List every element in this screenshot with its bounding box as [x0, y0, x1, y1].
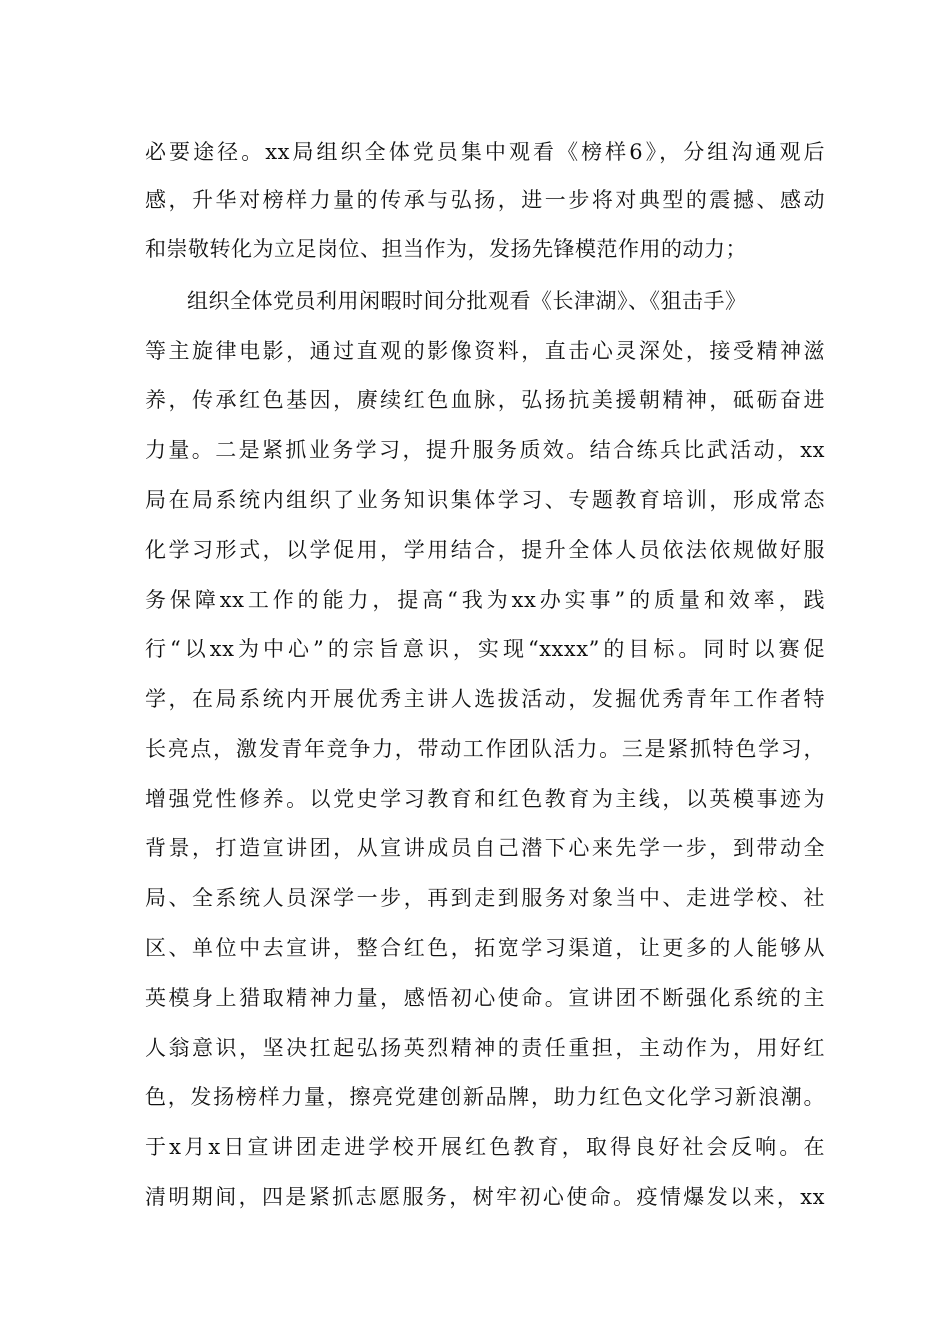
text-line-21: 于x月x日宣讲团走进学校开展红色教育，取得良好社会反响。在	[145, 1135, 825, 1159]
text-line-17: 区、单位中去宣讲，整合红色，拓宽学习渠道，让更多的人能够从	[145, 936, 825, 960]
text-line-13: 长亮点，激发青年竞争力，带动工作团队活力。三是紧抓特色学习，	[145, 737, 825, 761]
text-line-3: 和崇敬转化为立足岗位、担当作为，发扬先锋模范作用的动力；	[145, 237, 747, 261]
text-line-15: 背景，打造宣讲团，从宣讲成员自己潜下心来先学一步，到带动全	[145, 836, 825, 860]
text-line-19: 人翁意识，坚决扛起弘扬英烈精神的责任重担，主动作为，用好红	[145, 1036, 825, 1060]
text-line-9: 化学习形式，以学促用，学用结合，提升全体人员依法依规做好服	[145, 538, 825, 562]
text-line-1: 必要途径。xx局组织全体党员集中观看《榜样6》，分组沟通观后	[145, 140, 825, 164]
text-line-20: 色，发扬榜样力量，擦亮党建创新品牌，助力红色文化学习新浪潮。	[145, 1085, 825, 1109]
text-line-4: 组织全体党员利用闲暇时间分批观看《长津湖》、《狙击手》	[187, 289, 747, 313]
text-line-8: 局在局系统内组织了业务知识集体学习、专题教育培训，形成常态	[145, 488, 825, 512]
text-line-11: 行“以xx为中心”的宗旨意识，实现“xxxx”的目标。同时以赛促	[145, 637, 825, 661]
text-line-18: 英模身上猎取精神力量，感悟初心使命。宣讲团不断强化系统的主	[145, 986, 825, 1010]
text-line-16: 局、全系统人员深学一步，再到走到服务对象当中、走进学校、社	[145, 886, 825, 910]
text-line-2: 感，升华对榜样力量的传承与弘扬，进一步将对典型的震撼、感动	[145, 188, 825, 212]
text-line-12: 学，在局系统内开展优秀主讲人选拔活动，发掘优秀青年工作者特	[145, 687, 825, 711]
text-line-14: 增强党性修养。以党史学习教育和红色教育为主线，以英模事迹为	[145, 787, 825, 811]
text-line-22: 清明期间，四是紧抓志愿服务，树牢初心使命。疫情爆发以来，xx	[145, 1185, 825, 1209]
text-line-5: 等主旋律电影，通过直观的影像资料，直击心灵深处，接受精神滋	[145, 339, 825, 363]
text-line-7: 力量。二是紧抓业务学习，提升服务质效。结合练兵比武活动，xx	[145, 438, 825, 462]
text-line-6: 养，传承红色基因，赓续红色血脉，弘扬抗美援朝精神，砥砺奋进	[145, 388, 825, 412]
text-line-10: 务保障xx工作的能力，提高“我为xx办实事”的质量和效率，践	[145, 588, 825, 612]
